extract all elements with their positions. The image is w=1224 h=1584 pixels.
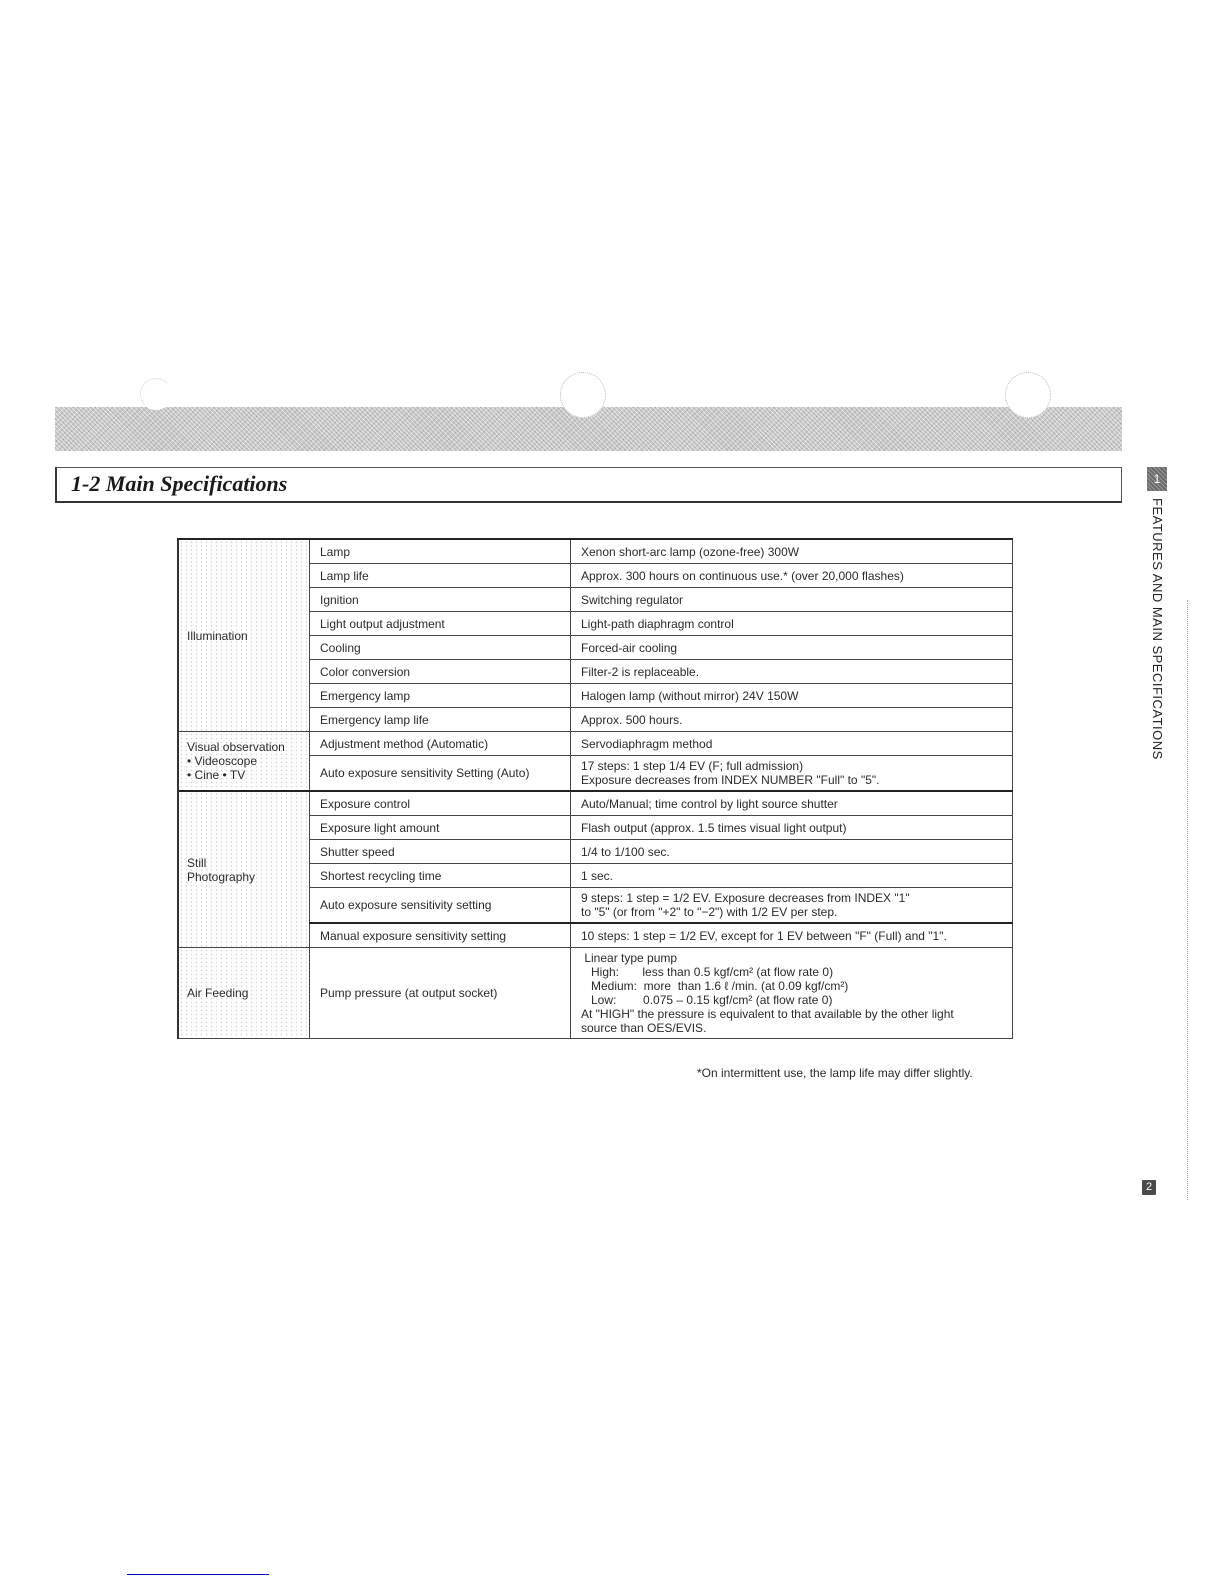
spec-value: Light-path diaphragm control: [571, 612, 1013, 636]
spec-value: 17 steps: 1 step 1/4 EV (F; full admission) Exposure decreases from INDEX NUMBER "Full" to "5".: [571, 756, 1013, 792]
spec-item: Ignition: [310, 588, 571, 612]
spec-item: Emergency lamp life: [310, 708, 571, 732]
spec-item: Shutter speed: [310, 840, 571, 864]
spec-value: Approx. 300 hours on continuous use.* (over 20,000 flashes): [571, 564, 1013, 588]
chapter-tab: [1147, 467, 1167, 491]
hyperlink-underline[interactable]: [127, 1574, 269, 1575]
spec-item: Color conversion: [310, 660, 571, 684]
category-illumination: Illumination: [178, 539, 310, 732]
table-row: [178, 732, 1013, 756]
spec-value: 1/4 to 1/100 sec.: [571, 840, 1013, 864]
spec-item: Exposure control: [310, 791, 571, 816]
spec-item: Pump pressure (at output socket): [310, 948, 571, 1039]
spec-value: Xenon short-arc lamp (ozone-free) 300W: [571, 539, 1013, 564]
specifications-table: [177, 538, 1013, 1039]
spec-item: Adjustment method (Automatic): [310, 732, 571, 756]
table-row: [178, 791, 1013, 816]
spec-item: Light output adjustment: [310, 612, 571, 636]
footnote: *On intermittent use, the lamp life may differ slightly.: [697, 1066, 973, 1080]
spec-item: Shortest recycling time: [310, 864, 571, 888]
binder-hole: [560, 372, 606, 418]
spec-item: Auto exposure sensitivity setting: [310, 888, 571, 924]
page-number-badge: 2: [1142, 1180, 1156, 1195]
spec-value: Flash output (approx. 1.5 times visual light output): [571, 816, 1013, 840]
margin-rule: [1187, 600, 1188, 1200]
table-row: [178, 948, 1013, 1039]
chapter-label: FEATURES AND MAIN SPECIFICATIONS: [1150, 498, 1165, 760]
binder-hole: [140, 378, 172, 410]
category-still-photography: Still Photography: [178, 791, 310, 948]
spec-value: Halogen lamp (without mirror) 24V 150W: [571, 684, 1013, 708]
spec-item: Cooling: [310, 636, 571, 660]
spec-value: Linear type pump High: less than 0.5 kgf/cm² (at flow rate 0) Medium: more than 1.6 ℓ /min. (at 0.09 kgf/cm²) Low: 0.075 – 0.15 kgf/cm² (at flow rate 0) At "HIGH" the pressure is equivalent to that available by the other light source than OES/EVIS.: [571, 948, 1013, 1039]
spec-item: Manual exposure sensitivity setting: [310, 923, 571, 948]
section-title-box: [55, 467, 1122, 503]
spec-value: Forced-air cooling: [571, 636, 1013, 660]
spec-item: Exposure light amount: [310, 816, 571, 840]
spec-value: Switching regulator: [571, 588, 1013, 612]
spec-value: Servodiaphragm method: [571, 732, 1013, 756]
category-visual-observation: Visual observation • Videoscope • Cine • TV: [178, 732, 310, 792]
spec-value: Approx. 500 hours.: [571, 708, 1013, 732]
spec-item: Lamp: [310, 539, 571, 564]
chapter-number: 1: [1153, 472, 1161, 486]
spec-item: Emergency lamp: [310, 684, 571, 708]
spec-value: Filter-2 is replaceable.: [571, 660, 1013, 684]
spec-item: Auto exposure sensitivity Setting (Auto): [310, 756, 571, 792]
spec-item: Lamp life: [310, 564, 571, 588]
spec-value: Auto/Manual; time control by light source shutter: [571, 791, 1013, 816]
spec-value: 10 steps: 1 step = 1/2 EV, except for 1 EV between "F" (Full) and "1".: [571, 923, 1013, 948]
table-row: [178, 539, 1013, 564]
binder-hole: [1005, 372, 1051, 418]
spec-value: 9 steps: 1 step = 1/2 EV. Exposure decreases from INDEX "1" to "5" (or from "+2" to "−2") with 1/2 EV per step.: [571, 888, 1013, 924]
category-air-feeding: Air Feeding: [178, 948, 310, 1039]
section-title: 1-2 Main Specifications: [71, 471, 288, 496]
spec-value: 1 sec.: [571, 864, 1013, 888]
